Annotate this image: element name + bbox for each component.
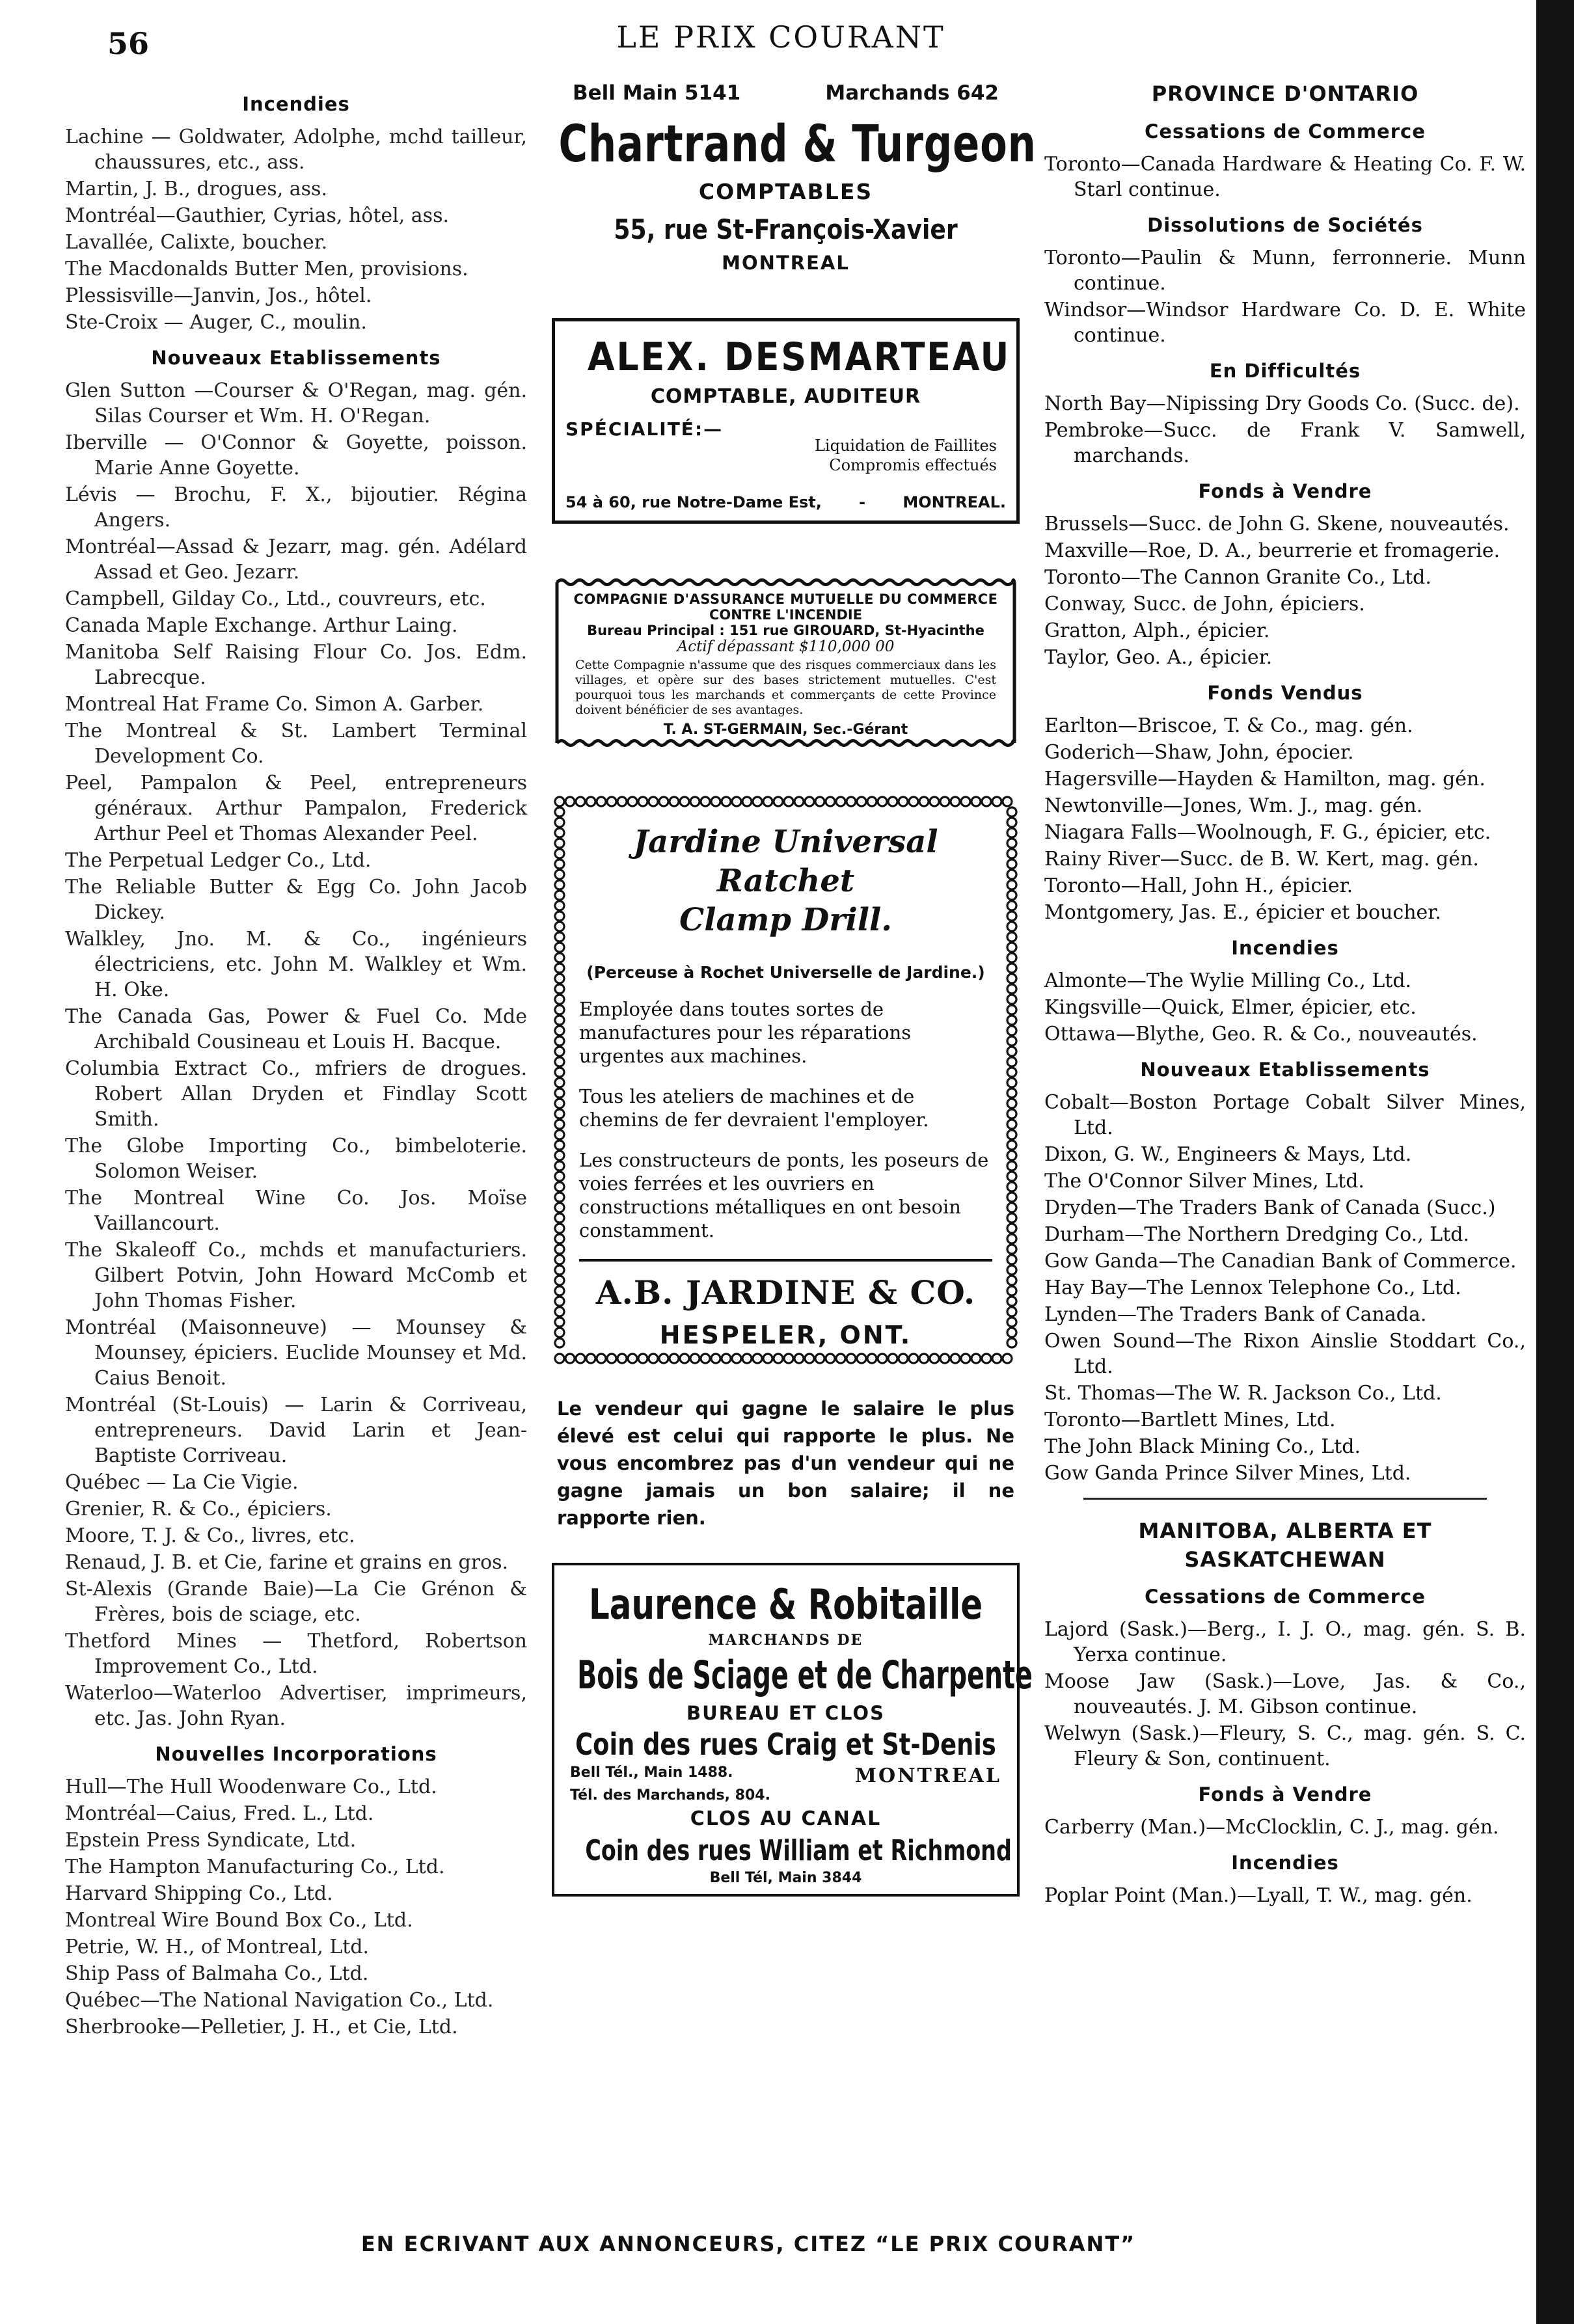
listing-entry: Lévis — Brochu, F. X., bijoutier. Régina Angers. bbox=[65, 483, 527, 532]
listing-entry: The Reliable Butter & Egg Co. John Jacob Dickey. bbox=[65, 876, 527, 924]
listing-entry: Montréal (Maisonneuve) — Mounsey & Mounsey, épiciers. Euclide Mounsey et Md. Caius Benoit. bbox=[65, 1316, 527, 1390]
listing-entry: Goderich—Shaw, John, épocier. bbox=[1044, 741, 1354, 764]
listing-entry: Newtonville—Jones, Wm. J., mag. gén. bbox=[1044, 794, 1423, 817]
listing-entry: Montreal Wire Bound Box Co., Ltd. bbox=[65, 1909, 413, 1932]
right-column bbox=[1044, 81, 1526, 1910]
west-sections bbox=[1044, 1586, 1526, 1908]
listing-entry: The Macdonalds Butter Men, provisions. bbox=[65, 258, 468, 280]
listing-entry: Welwyn (Sask.)—Fleury, S. C., mag. gén. S. C. Fleury & Son, continuent. bbox=[1044, 1722, 1526, 1770]
ad5-sub-1: MARCHANDS DE bbox=[708, 1632, 863, 1649]
ad1-phone-left: Bell Main 5141 bbox=[573, 81, 741, 105]
listing-entry: The Globe Importing Co., bimbeloterie. Solomon Weiser. bbox=[65, 1135, 527, 1183]
listing-entry: Moose Jaw (Sask.)—Love, Jas. & Co., nouveautés. J. M. Gibson continue. bbox=[1044, 1670, 1526, 1718]
ad4-brand: A.B. JARDINE & CO. bbox=[595, 1273, 976, 1312]
ad2-title: COMPTABLE, AUDITEUR bbox=[650, 385, 921, 408]
listing-entry: The Montreal Wine Co. Jos. Moïse Vaillancourt. bbox=[65, 1187, 527, 1235]
listing-entry: Durham—The Northern Dredging Co., Ltd. bbox=[1044, 1223, 1469, 1246]
page-number: 56 bbox=[107, 26, 150, 61]
section-heading: Nouveaux Etablissements bbox=[151, 347, 441, 369]
listing-entry: Petrie, W. H., of Montreal, Ltd. bbox=[65, 1936, 370, 1958]
listing-entry: The O'Connor Silver Mines, Ltd. bbox=[1044, 1170, 1364, 1193]
ad4-title-2: Clamp Drill. bbox=[679, 902, 892, 938]
listing-entry: The Skaleoff Co., mchds et manufacturiers. Gilbert Potvin, John Howard McComb et John Thomas Fisher. bbox=[65, 1239, 527, 1312]
listing-entry: Toronto—Paulin & Munn, ferronnerie. Munn continue. bbox=[1044, 247, 1526, 295]
listing-entry: Maxville—Roe, D. A., beurrerie et fromagerie. bbox=[1044, 539, 1500, 562]
listing-entry: Hay Bay—The Lennox Telephone Co., Ltd. bbox=[1044, 1277, 1461, 1299]
listing-entry: Columbia Extract Co., mfriers de drogues. Robert Allan Dryden et Findlay Scott Smith. bbox=[65, 1057, 527, 1131]
ad-assurance-mutuelle bbox=[554, 577, 1017, 748]
ad2-name: ALEX. DESMARTEAU bbox=[587, 334, 1011, 380]
ad5-sub-2: BUREAU ET CLOS bbox=[686, 1702, 885, 1724]
ad5-goods: Bois de Sciage et de Charpente bbox=[577, 1653, 1033, 1698]
listing-entry: The Canada Gas, Power & Fuel Co. Mde Archibald Cousineau et Louis H. Bacque. bbox=[65, 1005, 527, 1053]
ontario-sections bbox=[1044, 120, 1526, 1486]
listing-entry: Niagara Falls—Woolnough, F. G., épicier, etc. bbox=[1044, 821, 1491, 844]
scan-edge-shadow bbox=[1536, 0, 1574, 2324]
listing-entry: Plessisville—Janvin, Jos., hôtel. bbox=[65, 284, 372, 307]
ad1-address: 55, rue St-François-Xavier bbox=[614, 213, 958, 245]
listing-entry: Sherbrooke—Pelletier, J. H., et Cie, Ltd. bbox=[65, 2016, 458, 2038]
wavy-border bbox=[554, 577, 1017, 748]
section-divider bbox=[1083, 1498, 1487, 1500]
listing-entry: Iberville — O'Connor & Goyette, poisson. Marie Anne Goyette. bbox=[65, 431, 527, 480]
ad3-line-1: COMPAGNIE D'ASSURANCE MUTUELLE DU COMMERCE bbox=[573, 591, 998, 607]
listing-entry: Taylor, Geo. A., épicier. bbox=[1044, 646, 1273, 669]
listing-entry: Lajord (Sask.)—Berg., I. J. O., mag. gén. S. B. Yerxa continue. bbox=[1044, 1618, 1526, 1666]
ad2-city: MONTREAL. bbox=[902, 493, 1006, 511]
listing-entry: St. Thomas—The W. R. Jackson Co., Ltd. bbox=[1044, 1382, 1442, 1405]
section-heading: Fonds Vendus bbox=[1207, 682, 1363, 704]
listing-entry: Lynden—The Traders Bank of Canada. bbox=[1044, 1303, 1427, 1326]
listing-entry: Kingsville—Quick, Elmer, épicier, etc. bbox=[1044, 996, 1417, 1019]
section-heading: En Difficultés bbox=[1209, 360, 1361, 382]
ad2-dash: - bbox=[859, 493, 866, 511]
section-heading: Cessations de Commerce bbox=[1145, 120, 1426, 142]
ad5-city: MONTREAL bbox=[854, 1764, 1001, 1787]
province-west-heading: MANITOBA, ALBERTA ET SASKATCHEWAN bbox=[1138, 1519, 1432, 1572]
listing-entry: Dryden—The Traders Bank of Canada (Succ.) bbox=[1044, 1196, 1496, 1219]
listing-entry: Harvard Shipping Co., Ltd. bbox=[65, 1882, 333, 1905]
listing-entry: Carberry (Man.)—McClocklin, C. J., mag. gén. bbox=[1044, 1816, 1499, 1839]
ad4-divider bbox=[579, 1259, 992, 1262]
listing-entry: Cobalt—Boston Portage Cobalt Silver Mines, Ltd. bbox=[1044, 1091, 1526, 1139]
listing-entry: Montgomery, Jas. E., épicier et boucher. bbox=[1044, 901, 1441, 924]
ad4-paragraph-3: Les constructeurs de ponts, les poseurs de voies ferrées et les ouvriers en constructions métalliques en ont besoin constamment. bbox=[579, 1149, 989, 1241]
listing-entry: Windsor—Windsor Hardware Co. D. E. White continue. bbox=[1044, 299, 1526, 347]
listing-entry: Rainy River—Succ. de B. W. Kert, mag. gén. bbox=[1044, 848, 1479, 871]
section-heading: Dissolutions de Sociétés bbox=[1147, 214, 1423, 236]
listing-entry: Montreal Hat Frame Co. Simon A. Garber. bbox=[65, 693, 484, 716]
listing-entry: Toronto—Canada Hardware & Heating Co. F. W. Starl continue. bbox=[1044, 153, 1526, 201]
ad5-corner-2: Coin des rues William et Richmond bbox=[585, 1834, 1012, 1867]
listing-entry: North Bay—Nipissing Dry Goods Co. (Succ. de). bbox=[1044, 392, 1520, 415]
listing-entry: Toronto—Hall, John H., épicier. bbox=[1044, 874, 1353, 897]
listing-entry: Martin, J. B., drogues, ass. bbox=[65, 178, 327, 200]
listing-entry: Almonte—The Wylie Milling Co., Ltd. bbox=[1044, 969, 1412, 992]
listing-entry: Moore, T. J. & Co., livres, etc. bbox=[65, 1524, 355, 1547]
ad5-corner-1: Coin des rues Craig et St-Denis bbox=[575, 1727, 996, 1762]
ad1-profession: COMPTABLES bbox=[698, 179, 873, 204]
middle-column bbox=[547, 81, 1037, 1897]
listing-entry: The John Black Mining Co., Ltd. bbox=[1044, 1435, 1361, 1458]
ad5-tel-3: Bell Tél, Main 3844 bbox=[709, 1870, 862, 1886]
listing-entry: Epstein Press Syndicate, Ltd. bbox=[65, 1829, 357, 1852]
listing-entry: St-Alexis (Grande Baie)—La Cie Grénon & Frères, bois de sciage, etc. bbox=[65, 1578, 527, 1626]
ad3-signature: T. A. ST-GERMAIN, Sec.-Gérant bbox=[663, 722, 908, 738]
ad2-specialty-1: Liquidation de Faillites bbox=[814, 437, 997, 455]
province-ontario-heading: PROVINCE D'ONTARIO bbox=[1151, 81, 1419, 106]
listing-entry: Ste-Croix — Auger, C., moulin. bbox=[65, 311, 367, 334]
ad4-paragraph-2: Tous les ateliers de machines et de chemins de fer devraient l'employer. bbox=[579, 1085, 929, 1131]
section-heading: Incendies bbox=[1231, 937, 1339, 959]
listing-entry: Walkley, Jno. M. & Co., ingénieurs électriciens, etc. John M. Walkley et Wm. H. Oke. bbox=[65, 928, 527, 1001]
listing-entry: Pembroke—Succ. de Frank V. Samwell, marchands. bbox=[1044, 419, 1526, 467]
listing-entry: Grenier, R. & Co., épiciers. bbox=[65, 1498, 332, 1520]
listing-entry: Gratton, Alph., épicier. bbox=[1044, 619, 1270, 642]
ad4-city: HESPELER, ONT. bbox=[659, 1321, 912, 1349]
listing-entry: Gow Ganda Prince Silver Mines, Ltd. bbox=[1044, 1462, 1411, 1485]
section-heading: Nouveaux Etablissements bbox=[1140, 1059, 1430, 1081]
listing-entry: Peel, Pampalon & Peel, entrepreneurs généraux. Arthur Pampalon, Frederick Arthur Peel et Thomas Alexander Peel. bbox=[65, 772, 527, 845]
page-footer: EN ECRIVANT AUX ANNONCEURS, CITEZ “LE PRIX COURANT” bbox=[360, 2232, 1136, 2256]
ad2-specialty-label: SPÉCIALITÉ:— bbox=[565, 418, 724, 440]
listing-entry: Dixon, G. W., Engineers & Mays, Ltd. bbox=[1044, 1143, 1412, 1166]
listing-entry: Ship Pass of Balmaha Co., Ltd. bbox=[65, 1962, 369, 1985]
ad5-tel-1: Bell Tél., Main 1488. bbox=[570, 1764, 733, 1781]
section-heading: Fonds à Vendre bbox=[1198, 1783, 1372, 1805]
ad3-line-2: CONTRE L'INCENDIE bbox=[709, 607, 863, 623]
listing-entry: Toronto—Bartlett Mines, Ltd. bbox=[1044, 1409, 1336, 1431]
listing-entry: The Perpetual Ledger Co., Ltd. bbox=[65, 849, 372, 872]
listing-entry: The Montreal & St. Lambert Terminal Development Co. bbox=[65, 720, 527, 768]
ad1-company-name: Chartrand & Turgeon bbox=[558, 115, 1037, 174]
ad5-tel-2: Tél. des Marchands, 804. bbox=[570, 1787, 770, 1804]
listing-entry: Waterloo—Waterloo Advertiser, imprimeurs, etc. Jas. John Ryan. bbox=[65, 1682, 527, 1730]
ad-laurence-robitaille bbox=[552, 1563, 1033, 1897]
ad1-phone-right: Marchands 642 bbox=[825, 81, 999, 105]
listing-entry: Brussels—Succ. de John G. Skene, nouveautés. bbox=[1044, 513, 1510, 535]
section-heading: Nouvelles Incorporations bbox=[155, 1743, 437, 1765]
listing-entry: Québec — La Cie Vigie. bbox=[65, 1471, 299, 1494]
listing-entry: Renaud, J. B. et Cie, farine et grains en gros. bbox=[65, 1551, 509, 1574]
ad1-city: MONTREAL bbox=[722, 252, 850, 274]
ad4-paragraph-1: Employée dans toutes sortes de manufactures pour les réparations urgentes aux machines. bbox=[579, 998, 912, 1067]
listing-entry: Glen Sutton —Courser & O'Regan, mag. gén. Silas Courser et Wm. H. O'Regan. bbox=[65, 379, 527, 427]
section-heading: Cessations de Commerce bbox=[1145, 1586, 1426, 1608]
listing-entry: Hagersville—Hayden & Hamilton, mag. gén. bbox=[1044, 768, 1486, 790]
listing-entry: Poplar Point (Man.)—Lyall, T. W., mag. gén. bbox=[1044, 1884, 1472, 1907]
ad3-line-3: Bureau Principal : 151 rue GIROUARD, St-Hyacinthe bbox=[587, 623, 984, 638]
listing-entry: Montréal—Assad & Jezarr, mag. gén. Adélard Assad et Geo. Jezarr. bbox=[65, 535, 527, 584]
ad-chartrand-turgeon bbox=[547, 81, 1037, 274]
listing-entry: Campbell, Gilday Co., Ltd., couvreurs, etc. bbox=[65, 588, 486, 610]
listing-entry: Lavallée, Calixte, boucher. bbox=[65, 231, 328, 254]
listing-entry: Manitoba Self Raising Flour Co. Jos. Edm. Labrecque. bbox=[65, 641, 527, 689]
listing-entry: The Hampton Manufacturing Co., Ltd. bbox=[65, 1856, 445, 1878]
listing-entry: Hull—The Hull Woodenware Co., Ltd. bbox=[65, 1776, 437, 1798]
salesman-paragraph: Le vendeur qui gagne le salaire le plus élevé est celui qui rapporte le plus. Ne vous encombrez pas d'un vendeur qui ne gagne jamais un bon salaire; il ne rapporte rien. bbox=[557, 1398, 1014, 1529]
ad5-name: Laurence & Robitaille bbox=[588, 1581, 983, 1629]
ad2-specialty-2: Compromis effectués bbox=[829, 456, 997, 474]
listing-entry: Canada Maple Exchange. Arthur Laing. bbox=[65, 614, 458, 637]
section-heading: Incendies bbox=[1231, 1852, 1339, 1874]
ad2-address: 54 à 60, rue Notre-Dame Est, bbox=[565, 493, 822, 511]
ad4-title-1: Jardine Universal Ratchet bbox=[633, 824, 938, 899]
ad3-line-4: Actif dépassant $110,000 00 bbox=[677, 638, 895, 655]
listing-entry: Earlton—Briscoe, T. & Co., mag. gén. bbox=[1044, 714, 1413, 737]
listing-entry: Thetford Mines — Thetford, Robertson Improvement Co., Ltd. bbox=[65, 1630, 527, 1678]
left-column bbox=[65, 81, 527, 2041]
listing-entry: Montréal (St-Louis) — Larin & Corriveau, entrepreneurs. David Larin et Jean-Baptiste Corriveau. bbox=[65, 1394, 527, 1467]
listing-entry: Ottawa—Blythe, Geo. R. & Co., nouveautés. bbox=[1044, 1023, 1478, 1046]
listing-entry: Lachine — Goldwater, Adolphe, mchd tailleur, chaussures, etc., ass. bbox=[65, 126, 527, 174]
ad4-subtitle: (Perceuse à Rochet Universelle de Jardine.) bbox=[586, 963, 985, 982]
ad5-canal: CLOS AU CANAL bbox=[690, 1807, 882, 1830]
section-heading: Fonds à Vendre bbox=[1198, 480, 1372, 502]
listing-entry: Toronto—The Cannon Granite Co., Ltd. bbox=[1044, 566, 1432, 589]
ad3-body: Cette Compagnie n'assume que des risques commerciaux dans les villages, et opère sur des bases strictement mutuelles. C'est pourquoi tous les marchands et commerçants de cette Province doivent bénéficier de ses avantages. bbox=[575, 658, 996, 717]
ad-jardine-drill bbox=[552, 794, 1020, 1366]
listing-entry: Montréal—Caius, Fred. L., Ltd. bbox=[65, 1802, 374, 1825]
section-heading: Incendies bbox=[242, 93, 350, 115]
running-title: LE PRIX COURANT bbox=[616, 20, 945, 55]
ad-desmarteau bbox=[552, 318, 1020, 524]
listing-entry: Conway, Succ. de John, épiciers. bbox=[1044, 593, 1365, 615]
listing-entry: Québec—The National Navigation Co., Ltd. bbox=[65, 1989, 494, 2012]
listing-entry: Owen Sound—The Rixon Ainslie Stoddart Co., Ltd. bbox=[1044, 1330, 1526, 1378]
listing-entry: Gow Ganda—The Canadian Bank of Commerce. bbox=[1044, 1250, 1517, 1273]
listing-entry: Montréal—Gauthier, Cyrias, hôtel, ass. bbox=[65, 204, 450, 227]
